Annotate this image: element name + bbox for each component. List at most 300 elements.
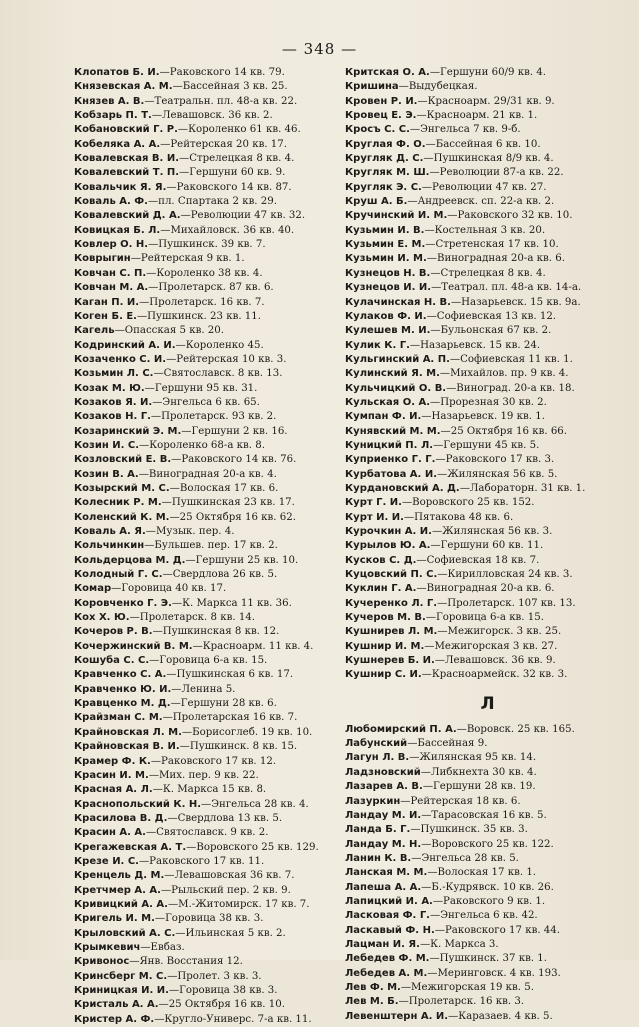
entry-name: Куцовский П. С. bbox=[345, 569, 438, 581]
entry-address: —Виноградная 20-а кв. 6. bbox=[426, 253, 565, 265]
entry-name: Ковалевский Т. П. bbox=[74, 167, 180, 179]
entry-address: —Левашовск. 36 кв. 2. bbox=[151, 110, 273, 122]
directory-entry bbox=[74, 95, 336, 109]
entry-name: Кулинский Я. М. bbox=[345, 368, 440, 380]
entry-name: Ланская М. М. bbox=[345, 867, 428, 879]
entry-name: Кручинский И. М. bbox=[345, 210, 448, 222]
directory-entry bbox=[74, 195, 336, 209]
directory-entry bbox=[74, 296, 336, 310]
entry-address: —Короленко 68-а кв. 8. bbox=[139, 439, 265, 451]
entry-name: Крайновская В. И. bbox=[74, 741, 180, 753]
entry-address: —Гершуни 28 кв. 6. bbox=[170, 698, 277, 710]
directory-entry bbox=[345, 382, 630, 396]
entry-address: —Пятакова 48 кв. 6. bbox=[403, 511, 514, 523]
entry-address: —пл. Спартака 2 кв. 29. bbox=[147, 196, 277, 208]
entry-name: Козловский Е. В. bbox=[74, 454, 172, 466]
entry-address: —Гершуни 60 кв. 9. bbox=[179, 167, 286, 179]
entry-address: —К. Маркса 11 кв. 36. bbox=[171, 597, 292, 609]
directory-entry bbox=[345, 525, 630, 539]
directory-entry bbox=[74, 410, 336, 424]
entry-address: —Софиевская 11 кв. 1. bbox=[449, 353, 573, 365]
entry-address: —Пушкинск. 39 кв. 7. bbox=[148, 239, 266, 251]
directory-entry bbox=[345, 737, 630, 751]
directory-entry bbox=[74, 711, 336, 725]
entry-address: —25 Октября 16 кв. 62. bbox=[169, 511, 296, 523]
directory-entry bbox=[345, 511, 630, 525]
entry-name: Козырский М. С. bbox=[74, 482, 170, 494]
entry-address: —Энгельса 28 кв. 5. bbox=[411, 852, 519, 864]
directory-entry bbox=[74, 468, 336, 482]
entry-address: —Красноарм. 29/31 кв. 9. bbox=[417, 95, 555, 107]
right-column-top bbox=[345, 66, 630, 683]
entry-address: —Воровского 25 кв. 122. bbox=[421, 838, 554, 850]
entry-name: Кузнецов И. И. bbox=[345, 282, 432, 294]
entry-address: —Жилянская 56 кв. 5. bbox=[437, 468, 558, 480]
entry-name: Кригель И. М. bbox=[74, 913, 155, 925]
directory-entry bbox=[345, 838, 630, 852]
entry-name: Кристер А. Ф. bbox=[74, 1013, 155, 1025]
entry-address: —Революции 47 кв. 27. bbox=[421, 181, 547, 193]
entry-name: Кулик К. Г. bbox=[345, 339, 410, 351]
entry-address: —К. Маркса 15 кв. 8. bbox=[152, 784, 267, 796]
directory-entry bbox=[74, 267, 336, 281]
entry-address: —Бульонская 67 кв. 2. bbox=[430, 325, 552, 337]
entry-address: —Софиевская 18 кв. 7. bbox=[416, 554, 540, 566]
entry-name: Куклин Г. А. bbox=[345, 583, 417, 595]
directory-entry bbox=[74, 683, 336, 697]
entry-name: Каган П. И. bbox=[74, 296, 140, 308]
directory-entry bbox=[74, 324, 336, 338]
entry-address: —Короленко 61 кв. 46. bbox=[177, 124, 301, 136]
entry-name: Лебедев Ф. М. bbox=[345, 953, 430, 965]
entry-address: —Пролетарск. 16 кв. 7. bbox=[139, 296, 265, 308]
entry-address: —Костельная 3 кв. 20. bbox=[424, 224, 546, 236]
entry-address: —Раковского 14 кв. 79. bbox=[159, 67, 285, 78]
directory-entry bbox=[345, 252, 630, 266]
directory-entry bbox=[345, 138, 630, 152]
entry-address: —Назарьевск. 15 кв. 9а. bbox=[450, 296, 581, 308]
entry-name: Козаков Я. И. bbox=[74, 396, 153, 408]
entry-address: —Рейтерская 9 кв. 1. bbox=[130, 253, 245, 265]
directory-entry bbox=[74, 482, 336, 496]
entry-name: Колодный Г. С. bbox=[74, 569, 163, 581]
entry-name: Красин А. А. bbox=[74, 827, 146, 839]
directory-entry bbox=[345, 482, 630, 496]
entry-address: —Межигорская 3 кв. 27. bbox=[424, 640, 558, 652]
directory-entry bbox=[74, 812, 336, 826]
entry-address: —Гершуни 60/9 кв. 4. bbox=[429, 67, 547, 78]
directory-entry bbox=[345, 80, 630, 94]
directory-entry bbox=[74, 224, 336, 238]
entry-address: —Воровского 25 кв. 129. bbox=[186, 841, 319, 853]
directory-entry bbox=[345, 209, 630, 223]
entry-address: —Стрелецкая 8 кв. 4. bbox=[430, 267, 546, 279]
directory-entry bbox=[74, 798, 336, 812]
entry-address: —Бассейная 3 кв. 25. bbox=[172, 81, 288, 93]
entry-address: —Воровского 25 кв. 152. bbox=[401, 497, 535, 509]
entry-address: —25 Октября 16 кв. 10. bbox=[158, 999, 285, 1011]
entry-name: Лагун Л. В. bbox=[345, 752, 410, 764]
entry-name: Кобеляка А. А. bbox=[74, 138, 161, 150]
directory-entry bbox=[345, 224, 630, 238]
entry-name: Кочержинский В. М. bbox=[74, 640, 193, 652]
entry-name: Кравченко Ю. И. bbox=[74, 683, 172, 695]
directory-entry bbox=[74, 382, 336, 396]
entry-address: —Гершуни 25 кв. 10. bbox=[185, 554, 299, 566]
entry-name: Ландау М. И. bbox=[345, 809, 422, 821]
directory-entry bbox=[74, 138, 336, 152]
entry-name: Ковальчик Я. Я. bbox=[74, 181, 167, 193]
directory-entry bbox=[74, 396, 336, 410]
entry-address: —Раковского 14 кв. 76. bbox=[171, 454, 297, 466]
entry-name: Кушнир С. И. bbox=[345, 669, 422, 681]
directory-entry bbox=[345, 654, 630, 668]
directory-entry bbox=[74, 439, 336, 453]
entry-address: —Пушкинск. 37 кв. 1. bbox=[429, 953, 548, 965]
directory-entry bbox=[345, 823, 630, 837]
entry-name: Красилова В. Д. bbox=[74, 812, 168, 824]
entry-address: —Раковского 17 кв. 11. bbox=[138, 855, 265, 867]
entry-address: —Гершуни 95 кв. 31. bbox=[144, 382, 258, 394]
entry-address: —Борисоглеб. 19 кв. 10. bbox=[181, 726, 313, 738]
entry-name: Крайновская Л. М. bbox=[74, 726, 182, 738]
entry-address: —Пушкинск. 8 кв. 15. bbox=[179, 741, 298, 753]
entry-address: —Виноград. 20-а кв. 18. bbox=[446, 382, 575, 394]
entry-address: —Музык. пер. 4. bbox=[145, 526, 235, 537]
entry-name: Лапицкий И. А. bbox=[345, 895, 433, 907]
entry-address: —Святославск. 8 кв. 13. bbox=[153, 368, 283, 380]
directory-entry bbox=[74, 740, 336, 754]
directory-entry bbox=[74, 181, 336, 195]
entry-name: Ланда Б. Г. bbox=[345, 824, 411, 836]
directory-entry bbox=[74, 668, 336, 682]
entry-address: —Святославск. 9 кв. 2. bbox=[145, 827, 269, 839]
directory-entry bbox=[345, 539, 630, 553]
entry-name: Красная А. Л. bbox=[74, 784, 153, 796]
directory-entry bbox=[74, 209, 336, 223]
directory-entry bbox=[345, 568, 630, 582]
entry-address: —Короленко 45. bbox=[175, 339, 264, 351]
directory-entry bbox=[74, 941, 336, 955]
directory-entry bbox=[74, 80, 336, 94]
directory-entry bbox=[74, 640, 336, 654]
entry-name: Кузьмин И. В. bbox=[345, 224, 425, 236]
entry-name: Кринсберг М. С. bbox=[74, 970, 168, 982]
entry-name: Кругляк Д. С. bbox=[345, 153, 424, 165]
directory-entry bbox=[345, 751, 630, 765]
entry-address: —Пушкинская 6 кв. 17. bbox=[166, 669, 294, 681]
entry-name: Кузьмин Е. М. bbox=[345, 239, 426, 251]
right-column-bottom bbox=[345, 723, 630, 1024]
directory-entry bbox=[345, 938, 630, 952]
entry-name: Курылов Ю. А. bbox=[345, 540, 431, 552]
entry-name: Лебедев А. М. bbox=[345, 967, 428, 979]
entry-name: Ласковая Ф. Г. bbox=[345, 910, 430, 922]
entry-name: Курт Г. И. bbox=[345, 497, 402, 509]
entry-name: Кравценко М. Д. bbox=[74, 698, 171, 710]
entry-address: —Софиевская 13 кв. 12. bbox=[426, 310, 557, 322]
entry-address: —Тарасовская 16 кв. 5. bbox=[421, 809, 547, 821]
section-letter: Л bbox=[480, 693, 495, 714]
directory-entry bbox=[345, 582, 630, 596]
directory-entry bbox=[74, 568, 336, 582]
entry-address: —Левашовск. 36 кв. 9. bbox=[434, 655, 556, 667]
entry-name: Лазарев А. В. bbox=[345, 781, 423, 793]
entry-address: —Лабораторн. 31 кв. 1. bbox=[459, 482, 586, 494]
entry-name: Козаринский Э. М. bbox=[74, 425, 182, 437]
entry-address: —Назарьевск. 19 кв. 1. bbox=[421, 411, 545, 423]
entry-address: —Евбаз. bbox=[140, 941, 185, 953]
entry-address: —Жилянская 95 кв. 14. bbox=[409, 752, 537, 764]
entry-name: Ласкавый Ф. Н. bbox=[345, 924, 435, 936]
directory-entry bbox=[74, 496, 336, 510]
entry-name: Левенштерн А. И. bbox=[345, 1010, 449, 1022]
entry-address: —К. Маркса 3. bbox=[419, 938, 499, 950]
entry-address: —Энгельса 6 кв. 42. bbox=[430, 910, 538, 922]
entry-name: Красин И. М. bbox=[74, 769, 149, 781]
directory-entry bbox=[345, 109, 630, 123]
entry-name: Кушнир И. М. bbox=[345, 640, 425, 652]
entry-name: Кобановский Г. Р. bbox=[74, 124, 178, 136]
entry-name: Крегажевская А. Т. bbox=[74, 841, 187, 853]
directory-entry bbox=[74, 998, 336, 1012]
entry-address: —Пушкинская 8 кв. 12. bbox=[152, 626, 280, 638]
entry-name: Ковлер О. Н. bbox=[74, 239, 149, 251]
directory-entry bbox=[74, 654, 336, 668]
entry-name: Ковчан М. А. bbox=[74, 282, 149, 294]
entry-name: Кусков С. Д. bbox=[345, 554, 417, 566]
entry-name: Лабунский bbox=[345, 738, 408, 750]
directory-entry bbox=[74, 955, 336, 969]
directory-entry bbox=[74, 123, 336, 137]
directory-entry bbox=[74, 281, 336, 295]
entry-name: Коленский К. М. bbox=[74, 511, 170, 523]
entry-name: Кузнецов Н. В. bbox=[345, 267, 431, 279]
entry-address: —Назарьевск. 15 кв. 24. bbox=[409, 339, 541, 351]
page-number: — 348 — bbox=[281, 40, 358, 58]
entry-address: —Бассейная 6 кв. 10. bbox=[425, 138, 541, 150]
directory-entry bbox=[74, 841, 336, 855]
entry-address: —25 Октября 16 кв. 66. bbox=[440, 425, 568, 437]
directory-entry bbox=[345, 310, 630, 324]
directory-entry bbox=[345, 780, 630, 794]
directory-entry bbox=[345, 611, 630, 625]
entry-address: —Красноармейск. 32 кв. 3. bbox=[421, 669, 568, 681]
entry-name: Коген Б. Е. bbox=[74, 310, 137, 322]
entry-name: Ковицкая Б. Л. bbox=[74, 224, 161, 236]
directory-entry bbox=[345, 554, 630, 568]
entry-name: Князев А. В. bbox=[74, 95, 145, 107]
entry-name: Кривонос bbox=[74, 956, 130, 968]
directory-entry bbox=[74, 855, 336, 869]
entry-name: Крамер Ф. К. bbox=[74, 755, 151, 767]
directory-entry bbox=[74, 625, 336, 639]
entry-address: —Опасская 5 кв. 20. bbox=[114, 325, 224, 337]
directory-entry bbox=[345, 367, 630, 381]
entry-name: Кушнерев Б. И. bbox=[345, 655, 435, 667]
entry-name: Кравченко С. А. bbox=[74, 669, 167, 681]
entry-address: —Ильинская 5 кв. 2. bbox=[175, 927, 286, 939]
entry-name: Кагель bbox=[74, 325, 115, 337]
directory-entry bbox=[74, 769, 336, 783]
entry-address: —Горовица 6-а кв. 15. bbox=[149, 655, 268, 667]
entry-address: —М.-Житомирск. 17 кв. 7. bbox=[167, 898, 310, 910]
entry-name: Кругляк М. Ш. bbox=[345, 167, 430, 179]
entry-address: —Горовица 38 кв. 3. bbox=[168, 985, 278, 996]
directory-entry bbox=[345, 723, 630, 737]
directory-entry bbox=[74, 1013, 336, 1027]
entry-address: —Пролетарск. 8 кв. 14. bbox=[129, 612, 256, 624]
directory-entry bbox=[345, 410, 630, 424]
directory-entry bbox=[345, 95, 630, 109]
entry-address: —Раковского 14 кв. 87. bbox=[166, 181, 292, 193]
entry-address: —Ленина 5. bbox=[171, 683, 236, 695]
entry-address: —Раковского 9 кв. 1. bbox=[432, 895, 546, 907]
entry-address: —Б.-Кудрявск. 10 кв. 26. bbox=[421, 881, 554, 893]
entry-name: Козак М. Ю. bbox=[74, 382, 145, 394]
entry-address: —Революции 87-а кв. 22. bbox=[429, 167, 564, 179]
directory-entry bbox=[345, 453, 630, 467]
entry-address: —Воровск. 25 кв. 165. bbox=[456, 723, 575, 735]
entry-address: —Бассейная 9. bbox=[407, 738, 488, 750]
entry-name: Лев М. Б. bbox=[345, 996, 399, 1008]
entry-name: Крезе И. С. bbox=[74, 855, 139, 867]
entry-name: Крыловский А. С. bbox=[74, 927, 176, 939]
directory-entry bbox=[74, 152, 336, 166]
entry-name: Ковалевский Д. А. bbox=[74, 210, 181, 222]
directory-entry bbox=[345, 866, 630, 880]
directory-entry bbox=[345, 625, 630, 639]
entry-address: —Театральн. пл. 48-а кв. 22. bbox=[144, 95, 298, 107]
entry-address: —Рейтерская 10 кв. 3. bbox=[166, 353, 287, 365]
entry-name: Курбатова А. И. bbox=[345, 468, 437, 480]
directory-entry bbox=[345, 668, 630, 682]
entry-name: Козаченко С. И. bbox=[74, 353, 167, 365]
directory-entry bbox=[74, 554, 336, 568]
entry-name: Кровец Е. Э. bbox=[345, 110, 417, 122]
entry-address: —Пушкинск. 23 кв. 11. bbox=[136, 310, 262, 322]
entry-name: Кунявский М. М. bbox=[345, 425, 441, 437]
entry-address: —Свердлова 13 кв. 5. bbox=[167, 812, 283, 824]
entry-address: —Революции 47 кв. 32. bbox=[180, 210, 306, 222]
entry-address: —Янв. Восстания 12. bbox=[129, 956, 243, 968]
entry-name: Криницкая И. И. bbox=[74, 985, 169, 996]
entry-name: Ланин К. В. bbox=[345, 852, 412, 864]
entry-name: Краснопольский К. Н. bbox=[74, 798, 202, 810]
entry-address: —Стрелецкая 8 кв. 4. bbox=[179, 153, 295, 165]
directory-entry bbox=[345, 267, 630, 281]
entry-name: Кучеров М. В. bbox=[345, 612, 426, 624]
entry-name: Кузьмин И. М. bbox=[345, 253, 427, 265]
entry-address: —Гершуни 28 кв. 19. bbox=[422, 781, 536, 793]
entry-name: Крайзман С. М. bbox=[74, 712, 163, 724]
entry-name: Лазуркин bbox=[345, 795, 401, 807]
directory-entry bbox=[74, 582, 336, 596]
directory-entry bbox=[74, 310, 336, 324]
directory-entry bbox=[74, 984, 336, 998]
entry-name: Князевская А. М. bbox=[74, 81, 173, 93]
entry-address: —Пушкинская 23 кв. 17. bbox=[161, 497, 295, 509]
entry-address: —Михайловск. 36 кв. 40. bbox=[160, 224, 295, 236]
entry-address: —Гершуни 45 кв. 5. bbox=[433, 439, 540, 451]
entry-name: Кушнирев Л. М. bbox=[345, 626, 438, 638]
entry-address: —Пролетарская 16 кв. 7. bbox=[162, 712, 298, 724]
entry-address: —Стретенская 17 кв. 10. bbox=[425, 239, 559, 251]
entry-name: Кровен Р. И. bbox=[345, 95, 418, 107]
entry-address: —Энгельса 28 кв. 4. bbox=[201, 798, 309, 810]
directory-entry bbox=[345, 425, 630, 439]
entry-address: —Красноарм. 21 кв. 1. bbox=[416, 110, 538, 122]
entry-address: —Кирилловская 24 кв. 3. bbox=[437, 569, 573, 581]
entry-name: Козин И. С. bbox=[74, 439, 140, 451]
directory-entry bbox=[345, 324, 630, 338]
entry-address: —Андреевск. сп. 22-а кв. 2. bbox=[407, 196, 555, 208]
entry-address: —Рейтерская 20 кв. 17. bbox=[160, 138, 287, 150]
directory-entry bbox=[345, 967, 630, 981]
directory-entry bbox=[345, 1010, 630, 1024]
entry-name: Кочеров Р. В. bbox=[74, 626, 153, 638]
entry-address: —Жилянская 56 кв. 3. bbox=[431, 526, 553, 537]
directory-entry bbox=[345, 439, 630, 453]
entry-address: —Виноградная 20-а кв. 4. bbox=[138, 468, 277, 480]
directory-entry bbox=[74, 252, 336, 266]
directory-entry bbox=[345, 181, 630, 195]
entry-name: Лапеша А. А. bbox=[345, 881, 422, 893]
entry-name: Кулаков Ф. И. bbox=[345, 310, 427, 322]
entry-name: Любомирский П. А. bbox=[345, 723, 457, 735]
entry-name: Лев Ф. М. bbox=[345, 981, 401, 993]
directory-entry bbox=[74, 539, 336, 553]
entry-address: —Выдубецкая. bbox=[398, 81, 478, 93]
directory-entry bbox=[74, 783, 336, 797]
entry-name: Куницкий П. Л. bbox=[345, 439, 434, 451]
directory-entry bbox=[345, 66, 630, 80]
entry-name: Кульгинский А. П. bbox=[345, 353, 450, 365]
directory-entry bbox=[74, 927, 336, 941]
directory-entry bbox=[74, 66, 336, 80]
entry-address: —Каразаев. 4 кв. 5. bbox=[448, 1010, 553, 1022]
directory-entry bbox=[345, 895, 630, 909]
entry-address: —Красноарм. 11 кв. 4. bbox=[192, 640, 314, 652]
directory-entry bbox=[345, 353, 630, 367]
entry-address: —Пушкинск. 35 кв. 3. bbox=[410, 824, 528, 836]
entry-address: —Рыльский пер. 2 кв. 9. bbox=[160, 884, 291, 896]
entry-address: —Межигорская 19 кв. 5. bbox=[400, 981, 534, 993]
directory-entry bbox=[74, 339, 336, 353]
directory-entry bbox=[345, 339, 630, 353]
entry-address: —Либкнехта 30 кв. 4. bbox=[420, 766, 537, 778]
entry-name: Кришина bbox=[345, 81, 399, 93]
entry-name: Ковчан С. П. bbox=[74, 267, 147, 279]
entry-name: Курт И. И. bbox=[345, 511, 404, 523]
entry-name: Кристаль А. А. bbox=[74, 999, 159, 1011]
entry-address: —Левашовская 36 кв. 7. bbox=[164, 870, 295, 882]
entry-name: Курдановский А. Д. bbox=[345, 482, 460, 494]
entry-address: —Межигорск. 3 кв. 25. bbox=[437, 626, 562, 638]
entry-name: Кривицкий А. А. bbox=[74, 898, 168, 910]
right-column bbox=[345, 66, 630, 1024]
entry-name: Кулешев М. И. bbox=[345, 325, 431, 337]
directory-entry bbox=[345, 766, 630, 780]
entry-address: —Пролетарск. 87 кв. 6. bbox=[148, 282, 274, 294]
left-column bbox=[74, 66, 336, 1027]
entry-name: Клопатов Б. И. bbox=[74, 67, 160, 78]
directory-entry bbox=[74, 425, 336, 439]
directory-entry bbox=[74, 869, 336, 883]
entry-address: —Горовица 6-а кв. 15. bbox=[425, 612, 544, 624]
entry-address: —Пролетарск. 107 кв. 13. bbox=[437, 597, 576, 609]
entry-name: Ковалевская В. И. bbox=[74, 153, 179, 165]
